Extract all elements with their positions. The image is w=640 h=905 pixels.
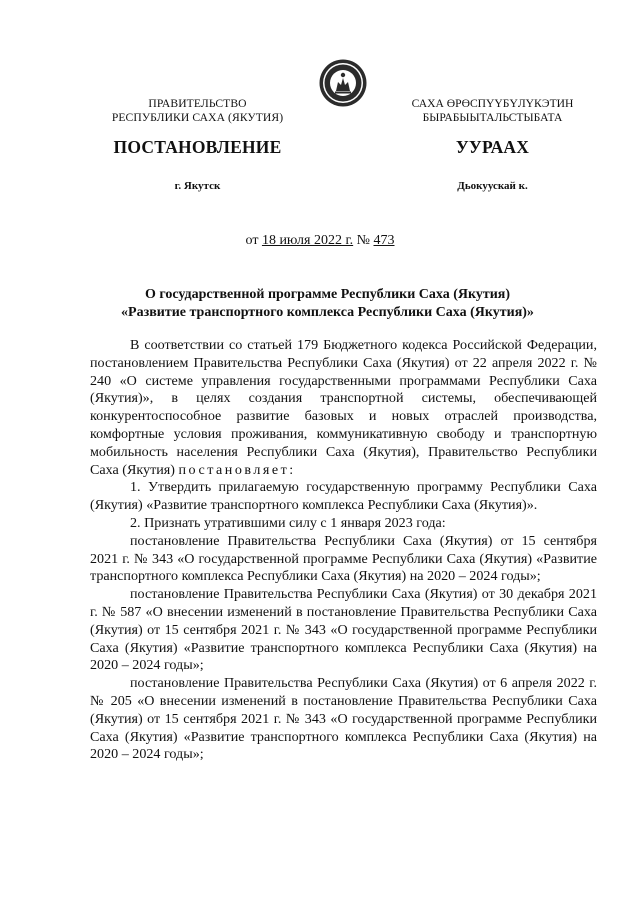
subject-line2: «Развитие транспортного комплекса Республики Саха (Якутия)» xyxy=(121,304,534,320)
header-right-line1: САХА ӨРӨСПҮҮБҮЛҮКЭТИН xyxy=(411,97,574,110)
city-sah: Дьокуускай к. xyxy=(457,180,528,192)
intro-text: В соответствии со статьей 179 Бюджетного кодекса Российской Федерации, постановлением Правительства Республики Саха (Якутия) от 22 апреля 2022 г. № 240 «О системе управления государственными программами Республики Саха (Якутия)», в целях создания транспортной системы, обеспечивающей конкурентоспособное развитие базовых и новых отраслей производства, комфортные условия проживания, коммуникативную свободу и транспортную мобильность населения Республики Саха (Якутия), Правительство Республики Саха (Якутия) xyxy=(90,337,597,478)
document-type-ru: ПОСТАНОВЛЕНИЕ xyxy=(113,137,282,157)
item-2: 2. Признать утратившими силу с 1 января 2023 года: xyxy=(130,514,446,531)
government-name-ru xyxy=(90,97,305,125)
subject-line1: О государственной программе Республики Саха (Якутия) xyxy=(144,287,511,302)
document-date-number xyxy=(0,233,640,249)
body-intro xyxy=(90,337,597,479)
document-date: 18 июля 2022 г. xyxy=(261,233,354,248)
document-number: 473 xyxy=(373,233,395,248)
document-type-sah: УУРААХ xyxy=(455,137,530,157)
document-body xyxy=(90,337,597,764)
item-2-a: постановление Правительства Республики Саха (Якутия) от 15 сентября 2021 г. № 343 «О государственной программе Республики Саха (Якутия) «Развитие транспортного комплекса Республики Саха (Якутия) на 2020 – 2024 годы»; xyxy=(90,532,597,585)
date-prefix: от xyxy=(245,233,259,248)
header-left-line2: РЕСПУБЛИКИ САХА (ЯКУТИЯ) xyxy=(111,111,284,124)
government-name-sah xyxy=(385,97,600,125)
number-sign: № xyxy=(356,233,370,248)
header-left-line1: ПРАВИТЕЛЬСТВО xyxy=(148,97,247,110)
item-2-b: постановление Правительства Республики Саха (Якутия) от 30 декабря 2021 г. № 587 «О внесении изменений в постановление Правительства Республики Саха (Якутия) от 15 сентября 2021 г. № 343 «О государственной программе Республики Саха (Якутия) «Развитие транспортного комплекса Республики Саха (Якутия) на 2020 – 2024 годы»; xyxy=(90,586,597,674)
sakha-emblem-icon xyxy=(318,58,368,108)
city-ru: г. Якутск xyxy=(174,180,221,192)
item-2-c: постановление Правительства Республики Саха (Якутия) от 6 апреля 2022 г. № 205 «О внесении изменений в постановление Правительства Республики Саха (Якутия) от 15 сентября 2021 г. № 343 «О государственной программе Республики Саха (Якутия) «Развитие транспортного комплекса Республики Саха (Якутия) на 2020 – 2024 годы»; xyxy=(90,675,597,763)
decree-word: постановляет: xyxy=(178,461,296,478)
header-right-line2: БЫРАБЫЫТАЛЬСТЫБАТА xyxy=(422,111,563,124)
item-1: 1. Утвердить прилагаемую государственную программу Республики Саха (Якутия) «Развитие транспортного комплекса Республики Саха (Якутия)». xyxy=(90,479,597,514)
document-subject xyxy=(60,286,595,321)
